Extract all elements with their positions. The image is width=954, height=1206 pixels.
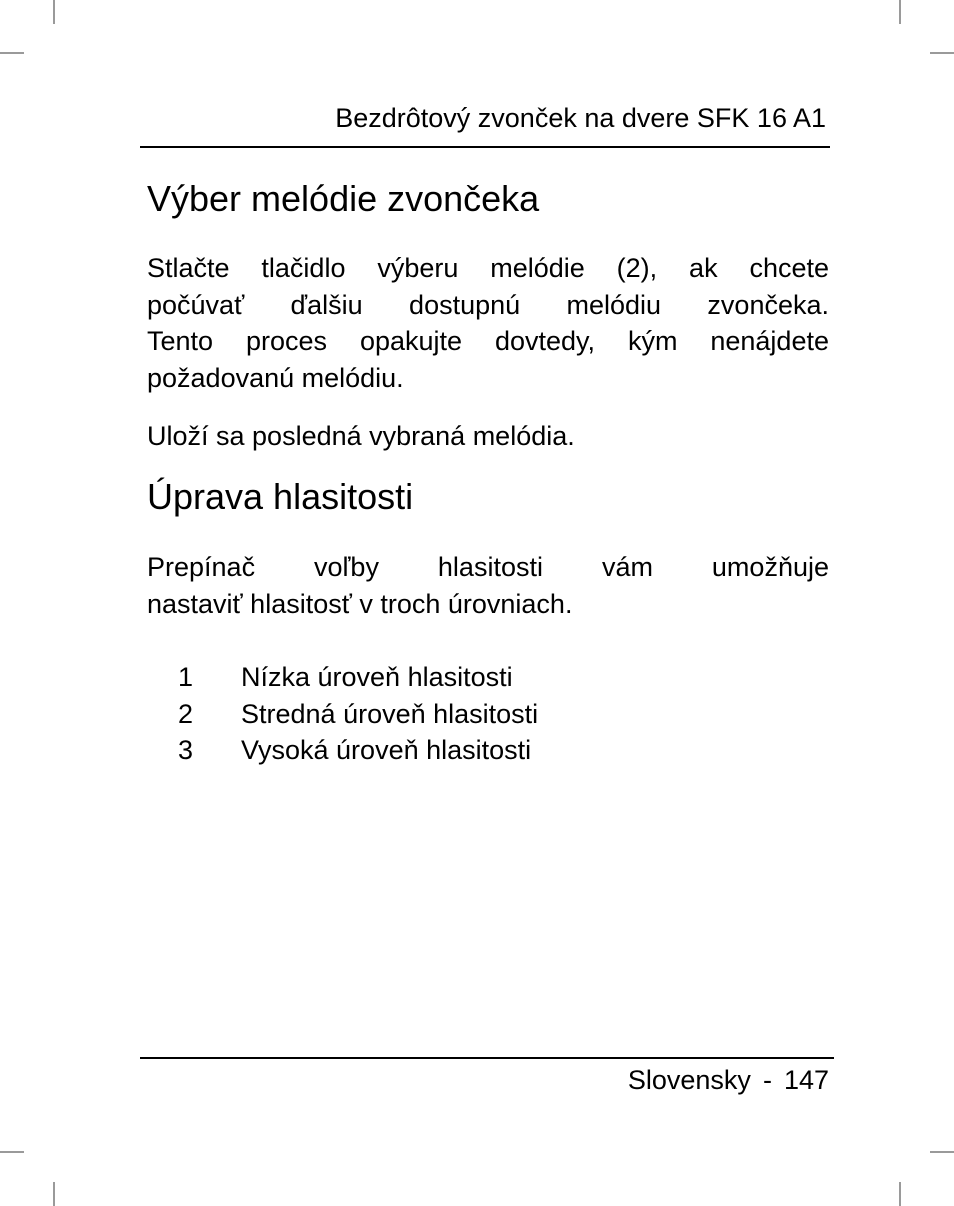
- list-item-number: 1: [178, 662, 194, 692]
- crop-mark-top-right: [899, 0, 901, 24]
- volume-level-list: [147, 659, 829, 769]
- crop-mark-right-bottom: [930, 1151, 954, 1153]
- crop-mark-left-top: [0, 52, 24, 54]
- footer-language: Slovensky: [627, 1065, 751, 1095]
- paragraph-line: Tento proces opakujte dovtedy, kým nenájdete: [147, 326, 829, 356]
- list-item: [147, 696, 829, 733]
- page-footer: [628, 1063, 829, 1097]
- section-heading-melody: Výber melódie zvončeka: [147, 178, 540, 219]
- list-item-text: Stredná úroveň hlasitosti: [241, 698, 539, 729]
- paragraph-melody-saved: [147, 418, 829, 455]
- paragraph-melody-instructions: [147, 250, 829, 396]
- paragraph-volume-switch: [147, 549, 829, 622]
- header-rule: [140, 146, 830, 148]
- crop-mark-left-bottom: [0, 1151, 24, 1153]
- paragraph-line: počúvať ďalšiu dostupnú melódiu zvončeka.: [147, 289, 829, 320]
- list-item-text: Nízka úroveň hlasitosti: [241, 662, 513, 692]
- paragraph-line: požadovanú melódiu.: [147, 362, 404, 393]
- crop-mark-top-left: [53, 0, 55, 24]
- running-header: Bezdrôtový zvonček na dvere SFK 16 A1: [335, 103, 826, 133]
- list-item: [147, 659, 829, 696]
- paragraph-line: Prepínač voľby hlasitosti vám umožňuje: [147, 552, 829, 582]
- list-item-text: Vysoká úroveň hlasitosti: [241, 735, 532, 765]
- section-heading-volume: Úprava hlasitosti: [147, 476, 414, 517]
- crop-mark-bottom-right: [899, 1182, 901, 1206]
- list-item-number: 2: [178, 698, 194, 729]
- footer-separator: -: [762, 1065, 772, 1095]
- crop-mark-right-top: [930, 52, 954, 54]
- crop-mark-bottom-left: [53, 1182, 55, 1206]
- paragraph-line: Uloží sa posledná vybraná melódia.: [147, 421, 575, 451]
- page-number: 147: [783, 1065, 829, 1095]
- list-item-number: 3: [178, 735, 194, 765]
- footer-rule: [140, 1057, 834, 1059]
- paragraph-line: Stlačte tlačidlo výberu melódie (2), ak chcete: [147, 253, 829, 283]
- list-item: [147, 732, 829, 769]
- paragraph-line: nastaviť hlasitosť v troch úrovniach.: [147, 588, 573, 619]
